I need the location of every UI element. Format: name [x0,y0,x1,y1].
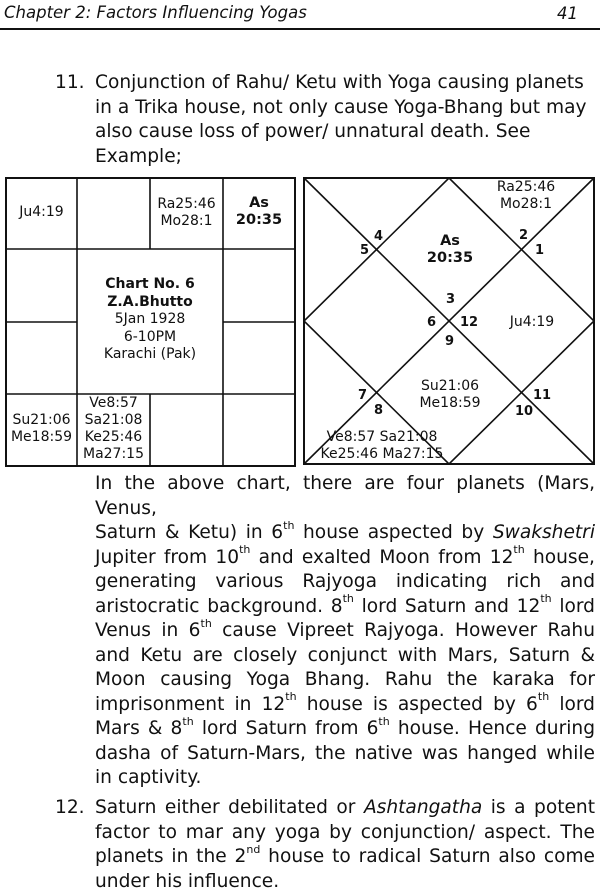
planet-mercury: Me18:59 [6,429,77,446]
asc-label: As [223,195,295,212]
explanation-line: Mars & 8th lord Saturn from 6th house. Hence during [95,717,595,742]
planet-rahu: Ra25:46 [491,179,561,196]
explanation-line: Venus in 6th cause Vipreet Rajyoga. However Rahu [95,619,595,644]
planet-mercury: Me18:59 [415,395,485,412]
item-12-number: 12. [55,796,85,821]
explanation-line: generating various Rajyoga indicating rich and [95,570,595,595]
planet-jupiter: Ju4:19 [502,314,562,331]
item-12-line: Saturn either debilitated or Ashtangatha is a potent [95,796,595,821]
planets-venus-saturn: Ve8:57 Sa21:08 [307,429,457,446]
birth-place: Karachi (Pak) [77,346,223,364]
item-11-line: Example; [95,145,595,170]
house-number-4: 4 [374,229,383,244]
asc-label: As [415,233,485,250]
explanation-line: In the above chart, there are four planets (Mars, Venus, [95,472,595,521]
house-number-5: 5 [360,243,369,258]
cell-ascendant [223,195,295,229]
item-11-line: also cause loss of power/ unnatural death. See [95,120,595,145]
explanation-line: Saturn & Ketu) in 6th house aspected by Swakshetri [95,521,595,546]
item-12-line: under his influence. [95,870,595,894]
planet-venus: Ve8:57 [77,395,150,412]
planet-ketu: Ke25:46 [77,429,150,446]
house-9-planets [415,378,485,412]
planet-rahu: Ra25:46 [150,196,223,213]
chart-center-info [77,276,223,364]
cell-sixth-house [77,395,150,463]
planet-moon: Mo28:1 [150,213,223,230]
planet-sun: Su21:06 [6,412,77,429]
house-number-7: 7 [358,388,367,403]
house-number-2: 2 [519,228,528,243]
explanation-line: in captivity. [95,766,595,791]
item-11-number: 11. [55,71,85,96]
house-number-9: 9 [445,334,454,349]
house-number-12: 12 [460,315,478,330]
cell-sun-mercury [6,412,77,446]
planet-saturn: Sa21:08 [77,412,150,429]
explanation-line: imprisonment in 12th house is aspected by 6th lord [95,693,595,718]
birth-time: 6-10PM [77,329,223,347]
house-2-planets [491,179,561,213]
explanation-line: Moon causing Yoga Bhang. Rahu the karaka for [95,668,595,693]
house-number-3: 3 [446,292,455,307]
cell-jupiter: Ju4:19 [6,204,77,221]
asc-degree: 20:35 [223,212,295,229]
chart-explanation [95,472,595,791]
item-11-line: in a Trika house, not only cause Yoga-Bhang but may [95,96,595,121]
chart-title: Chart No. 6 [77,276,223,294]
item-12-line: planets in the 2nd house to radical Saturn also come [95,845,595,870]
house-number-6: 6 [427,315,436,330]
house-number-10: 10 [515,404,533,419]
house-number-11: 11 [533,388,551,403]
house-number-8: 8 [374,403,383,418]
planet-mars: Ma27:15 [77,446,150,463]
item-11-text [95,71,595,169]
south-indian-chart [5,177,296,467]
planet-moon: Mo28:1 [491,196,561,213]
explanation-line: Jupiter from 10th and exalted Moon from 12th house, [95,546,595,571]
explanation-line: and Ketu are closely conjunct with Mars, Saturn & [95,644,595,669]
house-8-planets [307,429,457,463]
house-number-1: 1 [535,243,544,258]
item-12-line: factor to mar any yoga by conjunction/ aspect. The [95,821,595,846]
ascendant-house [415,233,485,267]
birth-date: 5Jan 1928 [77,311,223,329]
chapter-title: Chapter 2: Factors Influencing Yogas [4,3,307,22]
explanation-line: dasha of Saturn-Mars, the native was hanged while [95,742,595,767]
planets-ketu-mars: Ke25:46 Ma27:15 [307,446,457,463]
north-indian-chart [303,177,595,465]
native-name: Z.A.Bhutto [77,294,223,312]
item-12-text [95,796,595,894]
asc-degree: 20:35 [415,250,485,267]
cell-rahu-moon [150,196,223,230]
item-11-line: Conjunction of Rahu/ Ketu with Yoga causing planets [95,71,595,96]
planet-sun: Su21:06 [415,378,485,395]
explanation-line: aristocratic background. 8th lord Saturn and 12th lord [95,595,595,620]
page-number: 41 [557,4,578,23]
